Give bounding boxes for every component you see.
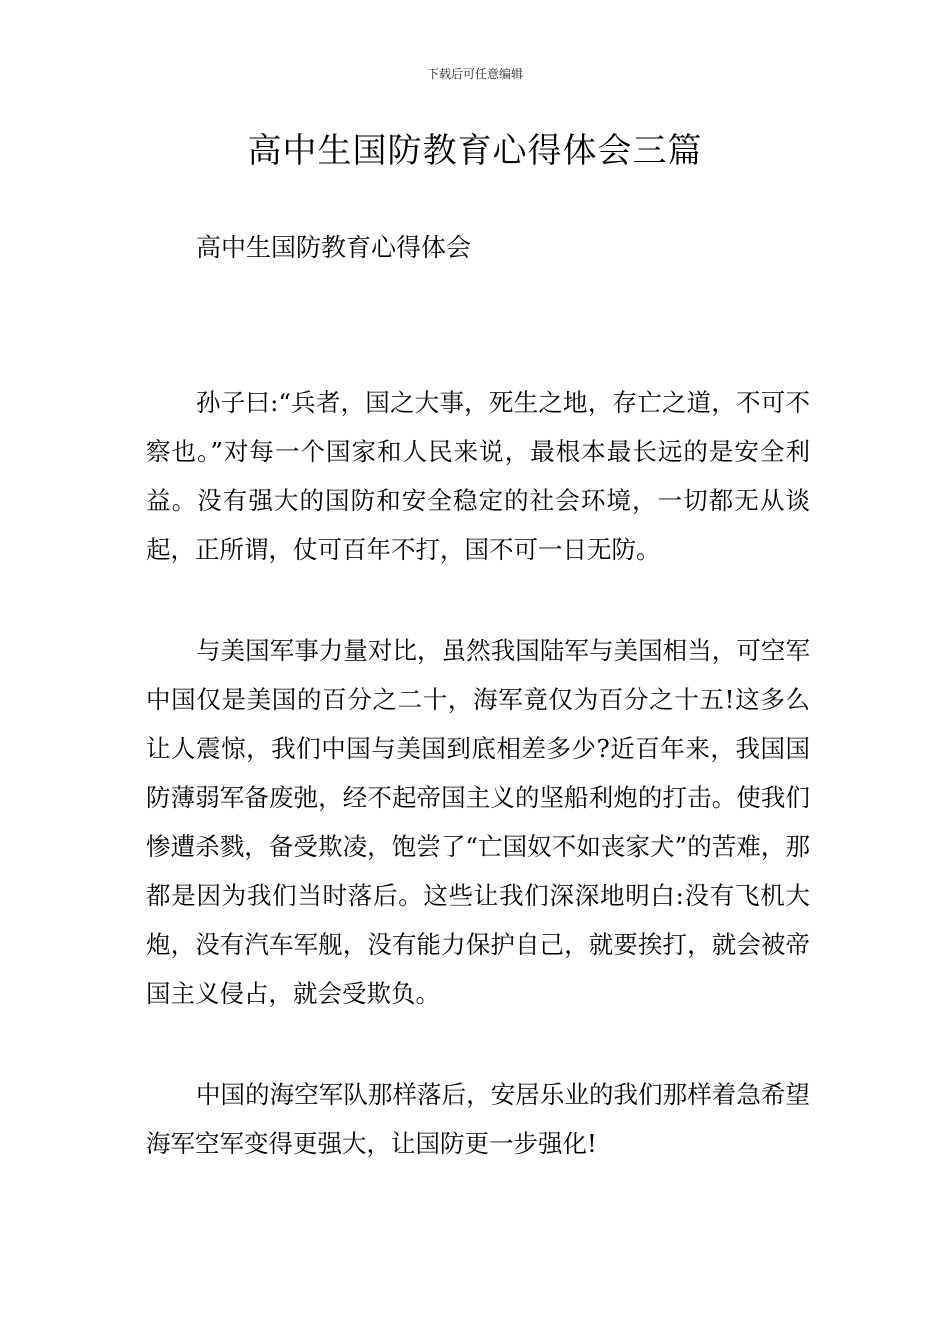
document-body: [146, 378, 810, 1220]
paragraph-1: 孙子曰:“兵者，国之大事，死生之地，存亡之道，不可不察也。”对每一个国家和人民来说，最根本最长远的是安全利益。没有强大的国防和安全稳定的社会环境，一切都无从谈起，正所谓，仗可百年不打，国不可一日无防。: [146, 388, 810, 564]
document-title: 高中生国防教育心得体会三篇: [247, 131, 703, 171]
paragraph-3: 中国的海空军队那样落后，安居乐业的我们那样着急希望海军空军变得更强大，让国防更一步强化!: [146, 1080, 810, 1158]
header-note: 下载后可任意编辑: [426, 67, 523, 81]
paragraph-2: 与美国军事力量对比，虽然我国陆军与美国相当，可空军中国仅是美国的百分之二十，海军竟仅为百分之十五!这多么让人震惊，我们中国与美国到底相差多少?近百年来，我国国防薄弱军备废弛，经不起帝国主义的坚船利炮的打击。使我们惨遭杀戮，备受欺凌，饱尝了“亡国奴不如丧家犬”的苦难，那都是因为我们当时落后。这些让我们深深地明白:没有飞机大炮，没有汽车军舰，没有能力保护自己，就要挨打，就会被帝国主义侵占，就会受欺负。: [146, 636, 810, 1008]
section-subtitle: 高中生国防教育心得体会: [196, 233, 472, 262]
